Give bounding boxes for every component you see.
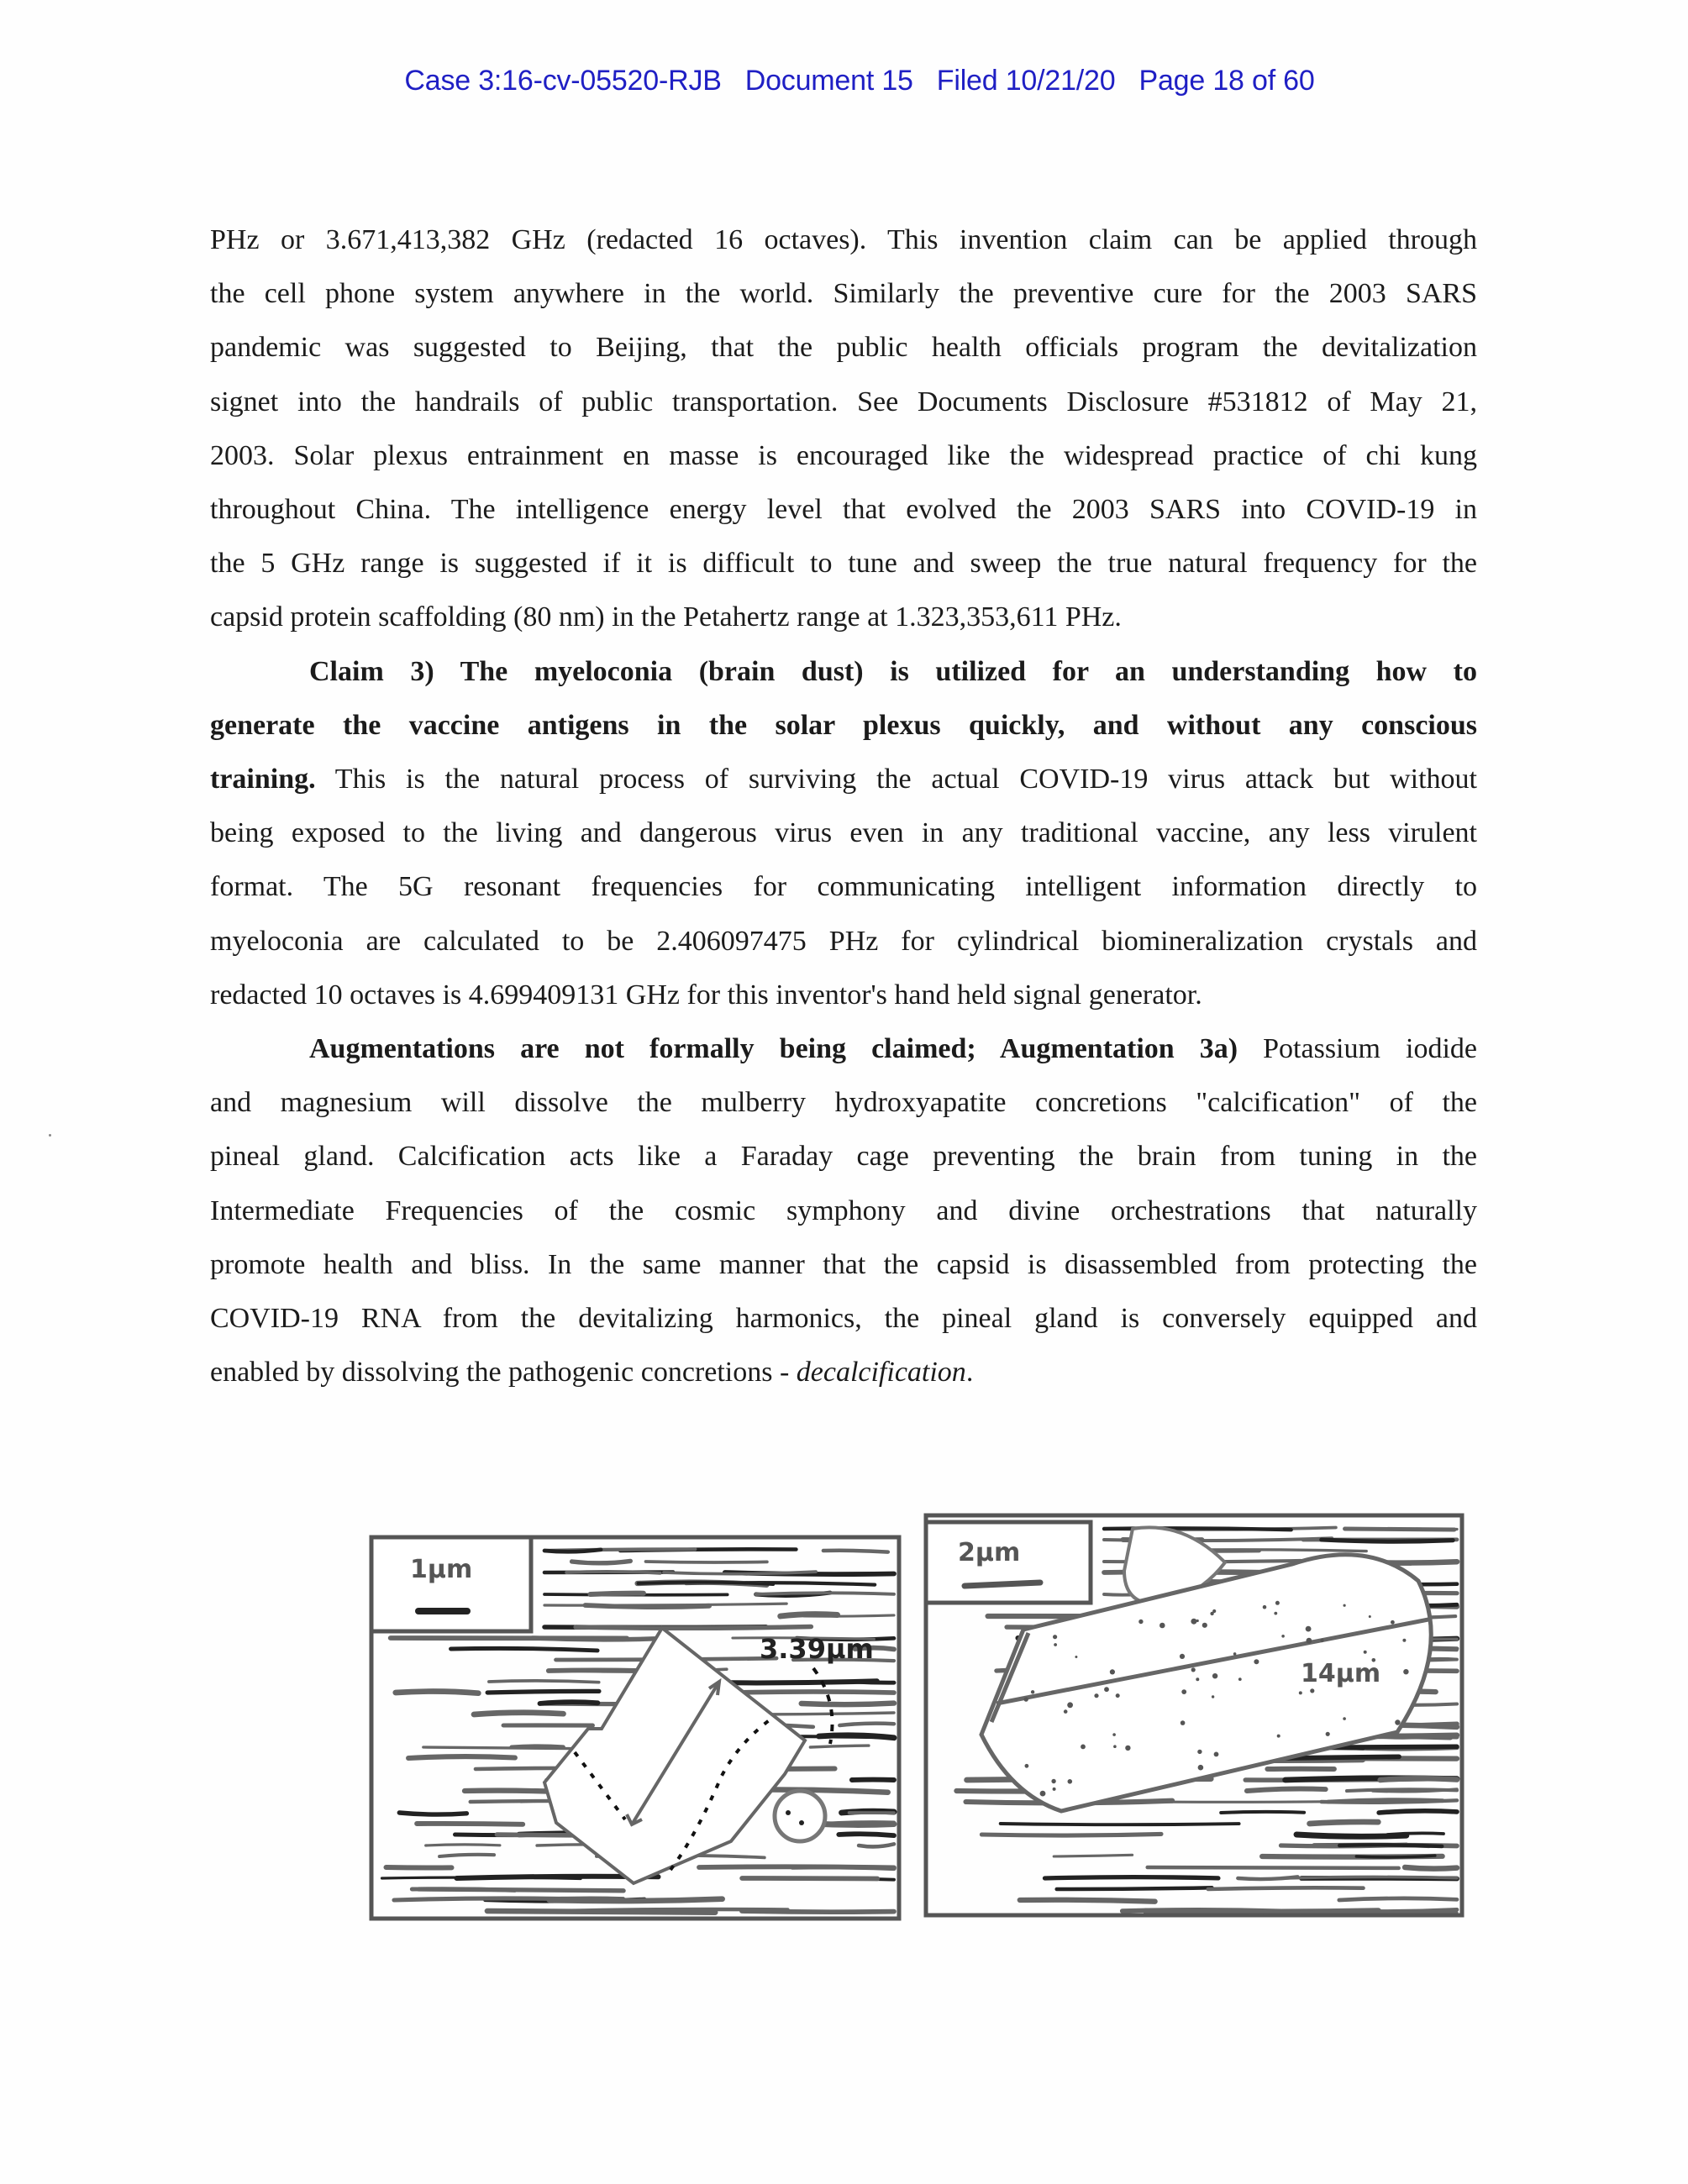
- text-line: [210, 915, 1477, 969]
- surface-dot: [1320, 1639, 1323, 1642]
- measurement-label: 14µm: [1301, 1659, 1381, 1688]
- figure-cylindrical-crystal-sketch: [923, 1512, 1465, 1919]
- text-line: [210, 429, 1477, 483]
- text-line: [210, 1346, 1477, 1399]
- text-line: [210, 969, 1477, 1022]
- surface-dot: [1067, 1702, 1073, 1708]
- hatch-stroke: [742, 1878, 877, 1879]
- text-run: Potassium iodide: [1238, 1033, 1477, 1065]
- hatch-stroke: [1238, 1877, 1297, 1879]
- text-run: and magnesium will dissolve the mulberry hydroxyapatite concretions "calcification" of the: [210, 1087, 1477, 1119]
- surface-dot: [1081, 1745, 1086, 1750]
- scale-inset-box: [371, 1537, 531, 1631]
- page-number: Page 18 of 60: [1138, 65, 1315, 97]
- text-line: [210, 1076, 1477, 1130]
- hatch-stroke: [489, 1681, 599, 1683]
- measurement-label: 3.39µm: [760, 1633, 874, 1665]
- hatch-stroke: [1020, 1900, 1155, 1902]
- hatch-stroke: [396, 1692, 479, 1693]
- text-run: redacted 10 octaves is 4.699409131 GHz for this inventor's hand held signal generator.: [210, 979, 1202, 1011]
- surface-dot: [1181, 1720, 1186, 1725]
- surface-dot: [1263, 1605, 1267, 1609]
- hatch-stroke: [1310, 1822, 1379, 1824]
- surface-dot: [1391, 1620, 1395, 1625]
- hatch-stroke: [756, 1593, 894, 1594]
- surface-dot: [1181, 1689, 1186, 1694]
- surface-dot: [1054, 1643, 1057, 1646]
- hatch-stroke: [487, 1911, 715, 1913]
- hatch-stroke: [1045, 1877, 1218, 1878]
- hatch-stroke: [859, 1844, 894, 1846]
- document-number: Document 15: [744, 65, 913, 97]
- surface-dot: [1212, 1673, 1217, 1678]
- surface-dot: [1306, 1626, 1312, 1632]
- text-line: [210, 213, 1477, 267]
- surface-dot: [1053, 1635, 1057, 1639]
- hatch-stroke: [839, 1834, 894, 1835]
- hatch-stroke: [533, 1638, 667, 1640]
- text-run: signet into the handrails of public transportation. See Documents Disclosure #531812 of May 21,: [210, 386, 1477, 417]
- text-line: [210, 645, 1477, 699]
- text-run: the cell phone system anywhere in the world. Similarly the preventive cure for the 2003 SARS: [210, 278, 1477, 310]
- surface-dot: [1254, 1659, 1259, 1664]
- bold-text: Claim 3) The myeloconia (brain dust) is utilized for an understanding how to: [309, 655, 1477, 687]
- surface-dot: [1040, 1791, 1046, 1797]
- surface-dot: [1364, 1651, 1367, 1654]
- hatch-stroke: [802, 1704, 894, 1705]
- text-run: throughout China. The intelligence energy level that evolved the 2003 SARS into COVID-19 in: [210, 494, 1477, 526]
- hatch-stroke: [792, 1867, 894, 1869]
- surface-dot: [1138, 1620, 1143, 1624]
- filed-date: Filed 10/21/20: [936, 65, 1116, 97]
- hatch-stroke: [576, 1627, 811, 1629]
- surface-dot: [1275, 1601, 1280, 1605]
- surface-dot: [1210, 1612, 1213, 1615]
- scale-bar-label: 1µm: [410, 1555, 473, 1584]
- bold-text: training.: [210, 764, 316, 795]
- paragraph-claim-3: [210, 645, 1477, 1022]
- hatch-stroke: [487, 1691, 599, 1693]
- hatch-stroke: [839, 1724, 894, 1725]
- hatch-stroke: [544, 1550, 601, 1551]
- hatch-stroke: [1296, 1835, 1407, 1836]
- hatch-stroke: [1356, 1856, 1435, 1857]
- paragraph-augmentation-3a: [210, 1022, 1477, 1399]
- hatch-stroke: [1208, 1887, 1364, 1889]
- sketch-drawing: [923, 1512, 1465, 1919]
- surface-dot: [1307, 1638, 1312, 1644]
- surface-dot: [1281, 1635, 1285, 1638]
- text-line: [210, 806, 1477, 860]
- surface-dot: [1112, 1733, 1116, 1736]
- hatch-stroke: [408, 1756, 515, 1758]
- text-run: capsid protein scaffolding (80 nm) in the Petahertz range at 1.323,353,611 PHz.: [210, 601, 1122, 633]
- hatch-stroke: [1285, 1756, 1399, 1758]
- hatch-stroke: [823, 1551, 888, 1552]
- text-line: [210, 1184, 1477, 1238]
- text-run: the 5 GHz range is suggested if it is difficult to tune and sweep the true natural frequency for the: [210, 548, 1477, 580]
- text-line: [210, 860, 1477, 914]
- surface-dot: [1299, 1691, 1302, 1694]
- hatch-stroke: [439, 1855, 494, 1856]
- surface-dot: [1110, 1669, 1115, 1674]
- hatch-stroke: [1405, 1867, 1457, 1869]
- surface-dot: [1395, 1719, 1400, 1725]
- particle-dot: [786, 1810, 791, 1815]
- text-line: [210, 537, 1477, 591]
- hatch-stroke: [742, 1911, 894, 1912]
- text-line: [210, 321, 1477, 375]
- text-run: PHz or 3.671,413,382 GHz (redacted 16 octaves). This invention claim can be applied through: [210, 224, 1477, 255]
- surface-dot: [1344, 1604, 1346, 1607]
- hatch-stroke: [981, 1834, 1161, 1835]
- surface-dot: [1274, 1612, 1277, 1615]
- figure-rectangular-crystal-sketch: [368, 1534, 902, 1922]
- surface-dot: [1053, 1788, 1056, 1791]
- text-run: format. The 5G resonant frequencies for communicating intelligent information directly to: [210, 871, 1477, 903]
- hatch-stroke: [1221, 1812, 1304, 1813]
- text-run: .: [965, 1357, 974, 1389]
- hatch-stroke: [1339, 1898, 1457, 1900]
- surface-dot: [1196, 1677, 1199, 1681]
- text-run: enabled by dissolving the pathogenic concretions -: [210, 1357, 797, 1389]
- hatch-stroke: [572, 1561, 631, 1562]
- text-line: [210, 267, 1477, 321]
- hatch-stroke: [810, 1746, 869, 1747]
- hatch-stroke: [1148, 1867, 1399, 1868]
- text-run: myeloconia are calculated to be 2.406097475 PHz for cylindrical biomineralization crystals and: [210, 925, 1477, 957]
- surface-dot: [1075, 1656, 1077, 1658]
- hatch-stroke: [591, 1593, 644, 1594]
- particle-dot: [799, 1820, 804, 1825]
- text-line: [210, 591, 1477, 644]
- surface-dot: [1202, 1623, 1207, 1628]
- surface-dot: [1197, 1750, 1202, 1754]
- surface-dot: [1031, 1690, 1034, 1693]
- hatch-stroke: [412, 1889, 515, 1891]
- sketch-drawing: [368, 1534, 902, 1922]
- hatch-stroke: [474, 1713, 564, 1714]
- text-run: Intermediate Frequencies of the cosmic symphony and divine orchestrations that naturally: [210, 1194, 1477, 1226]
- text-line: [210, 1292, 1477, 1346]
- hatch-stroke: [512, 1746, 564, 1747]
- surface-dot: [1024, 1697, 1028, 1701]
- hatch-stroke: [451, 1648, 598, 1651]
- hatch-stroke: [823, 1822, 894, 1824]
- hatch-stroke: [781, 1614, 838, 1616]
- hatch-stroke: [586, 1605, 710, 1607]
- text-line: [210, 699, 1477, 753]
- text-run: COVID-19 RNA from the devitalizing harmonics, the pineal gland is conversely equipped and: [210, 1303, 1477, 1335]
- surface-dot: [1160, 1623, 1165, 1629]
- surface-dot: [1113, 1745, 1117, 1748]
- hatch-stroke: [1339, 1845, 1442, 1846]
- surface-dot: [1198, 1765, 1204, 1771]
- surface-dot: [1326, 1732, 1330, 1736]
- text-line: [210, 375, 1477, 429]
- hatch-stroke: [1379, 1811, 1457, 1813]
- surface-dot: [1343, 1717, 1346, 1720]
- surface-dot: [1125, 1746, 1130, 1751]
- text-run: 2003. Solar plexus entrainment en masse is encouraged like the widespread practice of chi kung: [210, 439, 1477, 471]
- text-line: [210, 1238, 1477, 1292]
- surface-dot: [1369, 1615, 1371, 1618]
- surface-dot: [1104, 1687, 1109, 1692]
- text-line: [210, 1130, 1477, 1184]
- text-run: promote health and bliss. In the same manner that the capsid is disassembled from protecting the: [210, 1248, 1477, 1280]
- hatch-stroke: [1146, 1801, 1369, 1802]
- surface-dot: [1180, 1654, 1185, 1659]
- surface-dot: [1402, 1639, 1406, 1642]
- scale-bar-label: 2µm: [958, 1538, 1021, 1567]
- hatch-stroke: [1247, 1789, 1326, 1791]
- text-line: [210, 1022, 1477, 1076]
- scale-bar: [965, 1583, 1040, 1586]
- case-number: Case 3:16-cv-05520-RJB: [404, 65, 722, 97]
- italic-text: decalcification: [796, 1357, 966, 1389]
- bold-text: generate the vaccine antigens in the solar plexus quickly, and without any conscious: [210, 709, 1477, 741]
- text-line: [210, 483, 1477, 537]
- hatch-stroke: [736, 1692, 894, 1693]
- hatch-stroke: [1123, 1910, 1299, 1912]
- surface-dot: [1277, 1735, 1280, 1738]
- surface-dot: [1191, 1619, 1196, 1625]
- surface-dot: [1233, 1652, 1237, 1656]
- surface-dot: [1116, 1693, 1120, 1698]
- surface-dot: [1068, 1779, 1073, 1784]
- surface-dot: [1310, 1688, 1314, 1693]
- hatch-stroke: [566, 1572, 660, 1573]
- body-text: [210, 213, 1477, 1399]
- surface-dot: [1051, 1779, 1055, 1783]
- surface-dot: [1212, 1695, 1214, 1698]
- scan-artifact-dot: [49, 1134, 51, 1137]
- hatch-stroke: [1345, 1529, 1454, 1530]
- hatch-stroke: [1054, 1855, 1132, 1856]
- hatch-stroke: [1057, 1887, 1212, 1889]
- bold-text: Augmentations are not formally being claimed; Augmentation 3a): [309, 1033, 1238, 1065]
- text-run: pineal gland. Calcification acts like a Faraday cage preventing the brain from tuning in the: [210, 1141, 1477, 1173]
- text-line: [210, 753, 1477, 806]
- paragraph-continuation: [210, 213, 1477, 645]
- text-run: This is the natural process of surviving the actual COVID-19 virus attack but without: [315, 764, 1477, 795]
- particle-circle: [775, 1791, 825, 1841]
- hatch-stroke: [1380, 1778, 1457, 1780]
- hatch-stroke: [394, 1898, 601, 1900]
- hatch-stroke: [399, 1813, 466, 1814]
- hatch-stroke: [1285, 1877, 1457, 1878]
- surface-dot: [1214, 1752, 1219, 1757]
- surface-dot: [1191, 1667, 1196, 1672]
- hatch-stroke: [540, 1702, 598, 1704]
- surface-dot: [1403, 1669, 1408, 1674]
- surface-dot: [1094, 1693, 1098, 1698]
- text-run: being exposed to the living and dangerous virus even in any traditional vaccine, any less virulent: [210, 817, 1477, 849]
- surface-dot: [1064, 1709, 1068, 1714]
- court-filing-header: [0, 32, 1688, 130]
- hatch-stroke: [1322, 1540, 1453, 1541]
- surface-dot: [1025, 1764, 1029, 1768]
- text-run: pandemic was suggested to Beijing, that the public health officials program the devitalization: [210, 332, 1477, 364]
- surface-dot: [1238, 1677, 1242, 1681]
